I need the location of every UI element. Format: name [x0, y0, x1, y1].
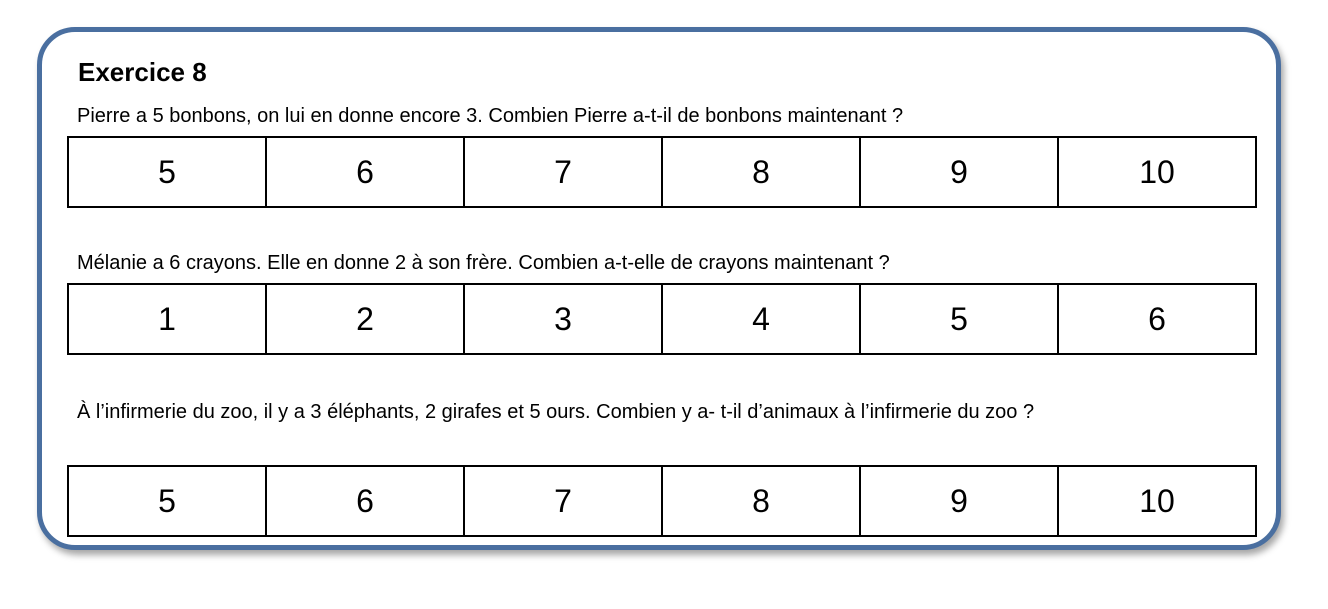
answer-choice[interactable]: 1 [68, 284, 266, 354]
answer-choice[interactable]: 9 [860, 466, 1058, 536]
answer-choice[interactable]: 5 [860, 284, 1058, 354]
answer-grid-3 [67, 465, 1257, 537]
answer-choice[interactable]: 3 [464, 284, 662, 354]
answer-choice[interactable]: 6 [266, 466, 464, 536]
answer-choice[interactable]: 5 [68, 466, 266, 536]
answer-grid-2 [67, 283, 1257, 355]
answer-choice[interactable]: 7 [464, 137, 662, 207]
answer-choice[interactable]: 6 [266, 137, 464, 207]
answer-choice[interactable]: 7 [464, 466, 662, 536]
exercise-title: Exercice 8 [78, 57, 207, 87]
answer-choice[interactable]: 6 [1058, 284, 1256, 354]
question-1-text: Pierre a 5 bonbons, on lui en donne encore 3. Combien Pierre a-t-il de bonbons maintenant ? [77, 105, 904, 127]
answer-choice[interactable]: 8 [662, 466, 860, 536]
question-3-text: À l’infirmerie du zoo, il y a 3 éléphants, 2 girafes et 5 ours. Combien y a- t-il d’animaux à l’infirmerie du zoo ? [77, 401, 1035, 423]
answer-choice[interactable]: 2 [266, 284, 464, 354]
answer-grid-1 [67, 136, 1257, 208]
question-2-text: Mélanie a 6 crayons. Elle en donne 2 à son frère. Combien a-t-elle de crayons maintenant ? [77, 252, 890, 274]
answer-choice[interactable]: 8 [662, 137, 860, 207]
answer-choice[interactable]: 5 [68, 137, 266, 207]
answer-choice[interactable]: 10 [1058, 137, 1256, 207]
answer-choice[interactable]: 4 [662, 284, 860, 354]
answer-choice[interactable]: 10 [1058, 466, 1256, 536]
answer-choice[interactable]: 9 [860, 137, 1058, 207]
